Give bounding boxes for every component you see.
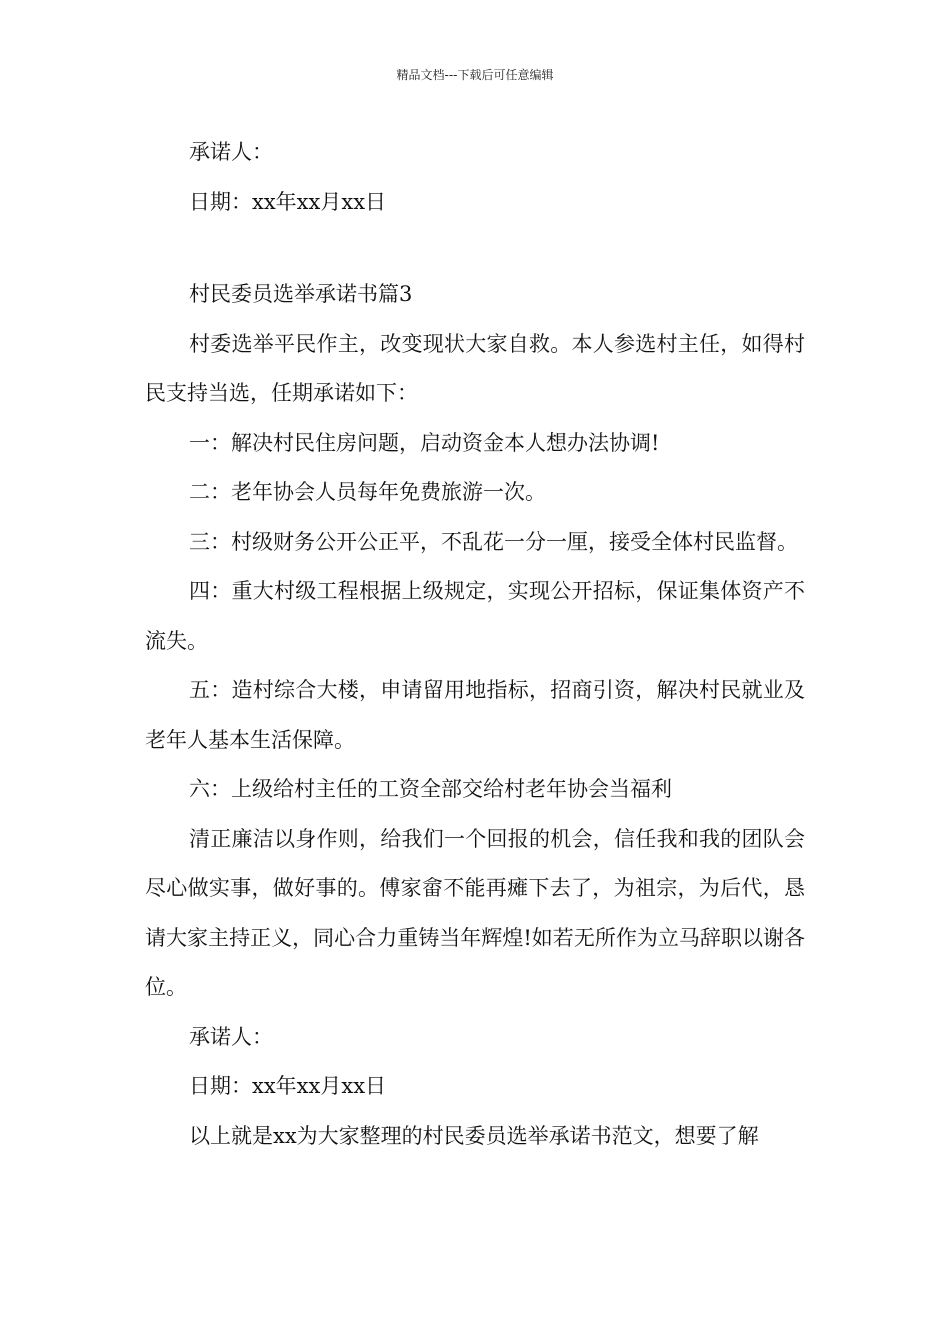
closing-paragraph: 清正廉洁以身作则，给我们一个回报的机会，信任我和我的团队会尽心做实事，做好事的。傅家畲不能再瘫下去了，为祖宗，为后代，恳请大家主持正义，同心合力重铸当年辉煌!如若无所作为立马辞职以谢各位。 bbox=[145, 826, 805, 999]
section-title: 村民委员选举承诺书篇3 bbox=[189, 282, 413, 306]
section-gap bbox=[145, 227, 805, 270]
page-header: 精品文档---下载后可任意编辑 bbox=[396, 68, 554, 82]
summary-paragraph: 以上就是xx为大家整理的村民委员选举承诺书范文，想要了解 bbox=[189, 1123, 759, 1148]
date-line: 日期：xx年xx月xx日 bbox=[189, 189, 387, 214]
pledge-item-5: 五：造村综合大楼，申请留用地指标，招商引资，解决村民就业及老年人基本生活保障。 bbox=[145, 678, 805, 752]
date-line-2: 日期：xx年xx月xx日 bbox=[189, 1074, 387, 1098]
pledge-item-3: 三：村级财务公开公正平，不乱花一分一厘，接受全体村民监督。 bbox=[189, 529, 798, 554]
signatory-label-2: 承诺人： bbox=[189, 1024, 273, 1049]
intro-paragraph: 村委选举平民作主，改变现状大家自救。本人参选村主任，如得村民支持当选，任期承诺如下： bbox=[145, 331, 805, 405]
signatory-label: 承诺人： bbox=[189, 140, 273, 164]
pledge-item-6: 六：上级给村主任的工资全部交给村老年协会当福利 bbox=[189, 777, 672, 801]
pledge-item-1: 一：解决村民住房问题，启动资金本人想办法协调! bbox=[189, 430, 660, 455]
document-body bbox=[145, 128, 805, 1161]
pledge-item-2: 二：老年协会人员每年免费旅游一次。 bbox=[189, 480, 546, 504]
pledge-item-4: 四：重大村级工程根据上级规定，实现公开招标，保证集体资产不流失。 bbox=[145, 579, 805, 653]
